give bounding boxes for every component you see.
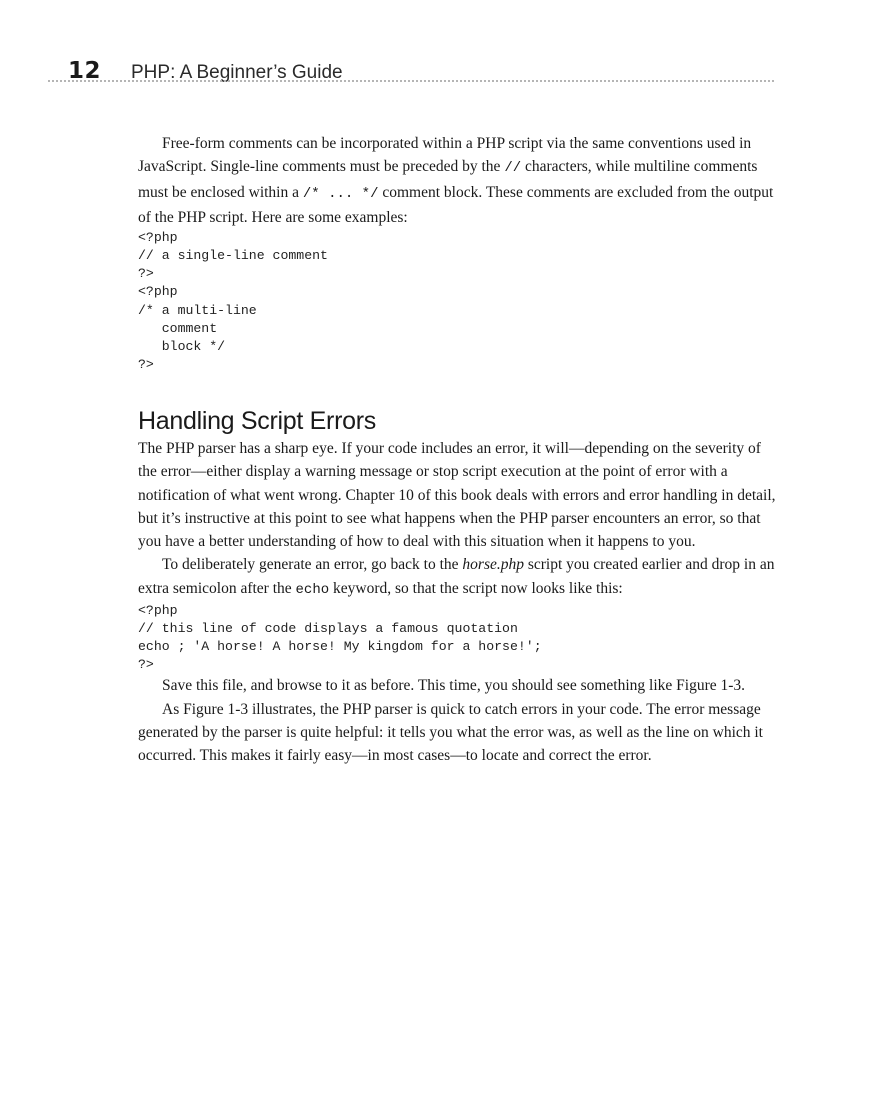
running-title: PHP: A Beginner’s Guide (131, 62, 343, 83)
paragraph-figure-explanation: As Figure 1-3 illustrates, the PHP parser is quick to catch errors in your code. The error message generated by the parser is quite helpful: it tells you what the error was, as well as the line on which it occurred. This makes it fairly easy—in most cases—to locate and correct the error. (138, 700, 763, 765)
code-line: block */ (138, 338, 226, 354)
code-line: comment (138, 320, 218, 336)
code-block-comments (138, 229, 778, 374)
code-line: /* a multi-line (138, 302, 257, 318)
code-line: // a single-line comment (138, 248, 328, 264)
paragraph-parser-errors: The PHP parser has a sharp eye. If your code includes an error, it will—depending on the severity of the error—either display a warning message or stop script execution at the point of error with a notification of what went wrong. Chapter 10 of this book deals with errors and error handling in detail, but it’s instructive at this point to see what happens when the PHP parser encounters an error, so that you have a better understanding of how to deal with this situation when it happens to you. (138, 439, 776, 551)
filename-horse-php: horse.php (462, 556, 524, 574)
inline-code-double-slash: // (504, 160, 522, 177)
code-line: ?> (138, 356, 154, 372)
code-line: echo ; 'A horse! A horse! My kingdom for a horse!'; (138, 639, 542, 655)
code-line: <?php (138, 603, 178, 619)
header-dotted-rule (48, 80, 774, 82)
paragraph-generate-error: To deliberately generate an error, go back to the horse.php script you created earlier and drop in an extra semicolon after the echo keyword, so that the script now looks like this: (138, 556, 775, 598)
page-body (138, 132, 778, 768)
inline-code-echo: echo (295, 581, 330, 598)
paragraph-comments-intro: Free-form comments can be incorporated within a PHP script via the same conventions used in JavaScript. Single-line comments must be preceded by the // characters, while multiline comments must be enclosed within a /* ... */ comment block. These comments are excluded from the output of the PHP script. Here are some examples: (138, 135, 774, 226)
code-line: ?> (138, 657, 154, 673)
inline-code-comment-block: /* ... */ (302, 185, 379, 202)
code-line: ?> (138, 266, 154, 282)
page-header (48, 56, 774, 86)
code-line: <?php (138, 230, 178, 246)
section-heading: Handling Script Errors (138, 406, 376, 435)
code-line: // this line of code displays a famous quotation (138, 621, 518, 637)
code-block-error-script (138, 602, 778, 674)
code-line: <?php (138, 284, 178, 300)
paragraph-save-file: Save this file, and browse to it as before. This time, you should see something like Figure 1-3. (162, 677, 746, 695)
page-number: 12 (68, 58, 102, 84)
